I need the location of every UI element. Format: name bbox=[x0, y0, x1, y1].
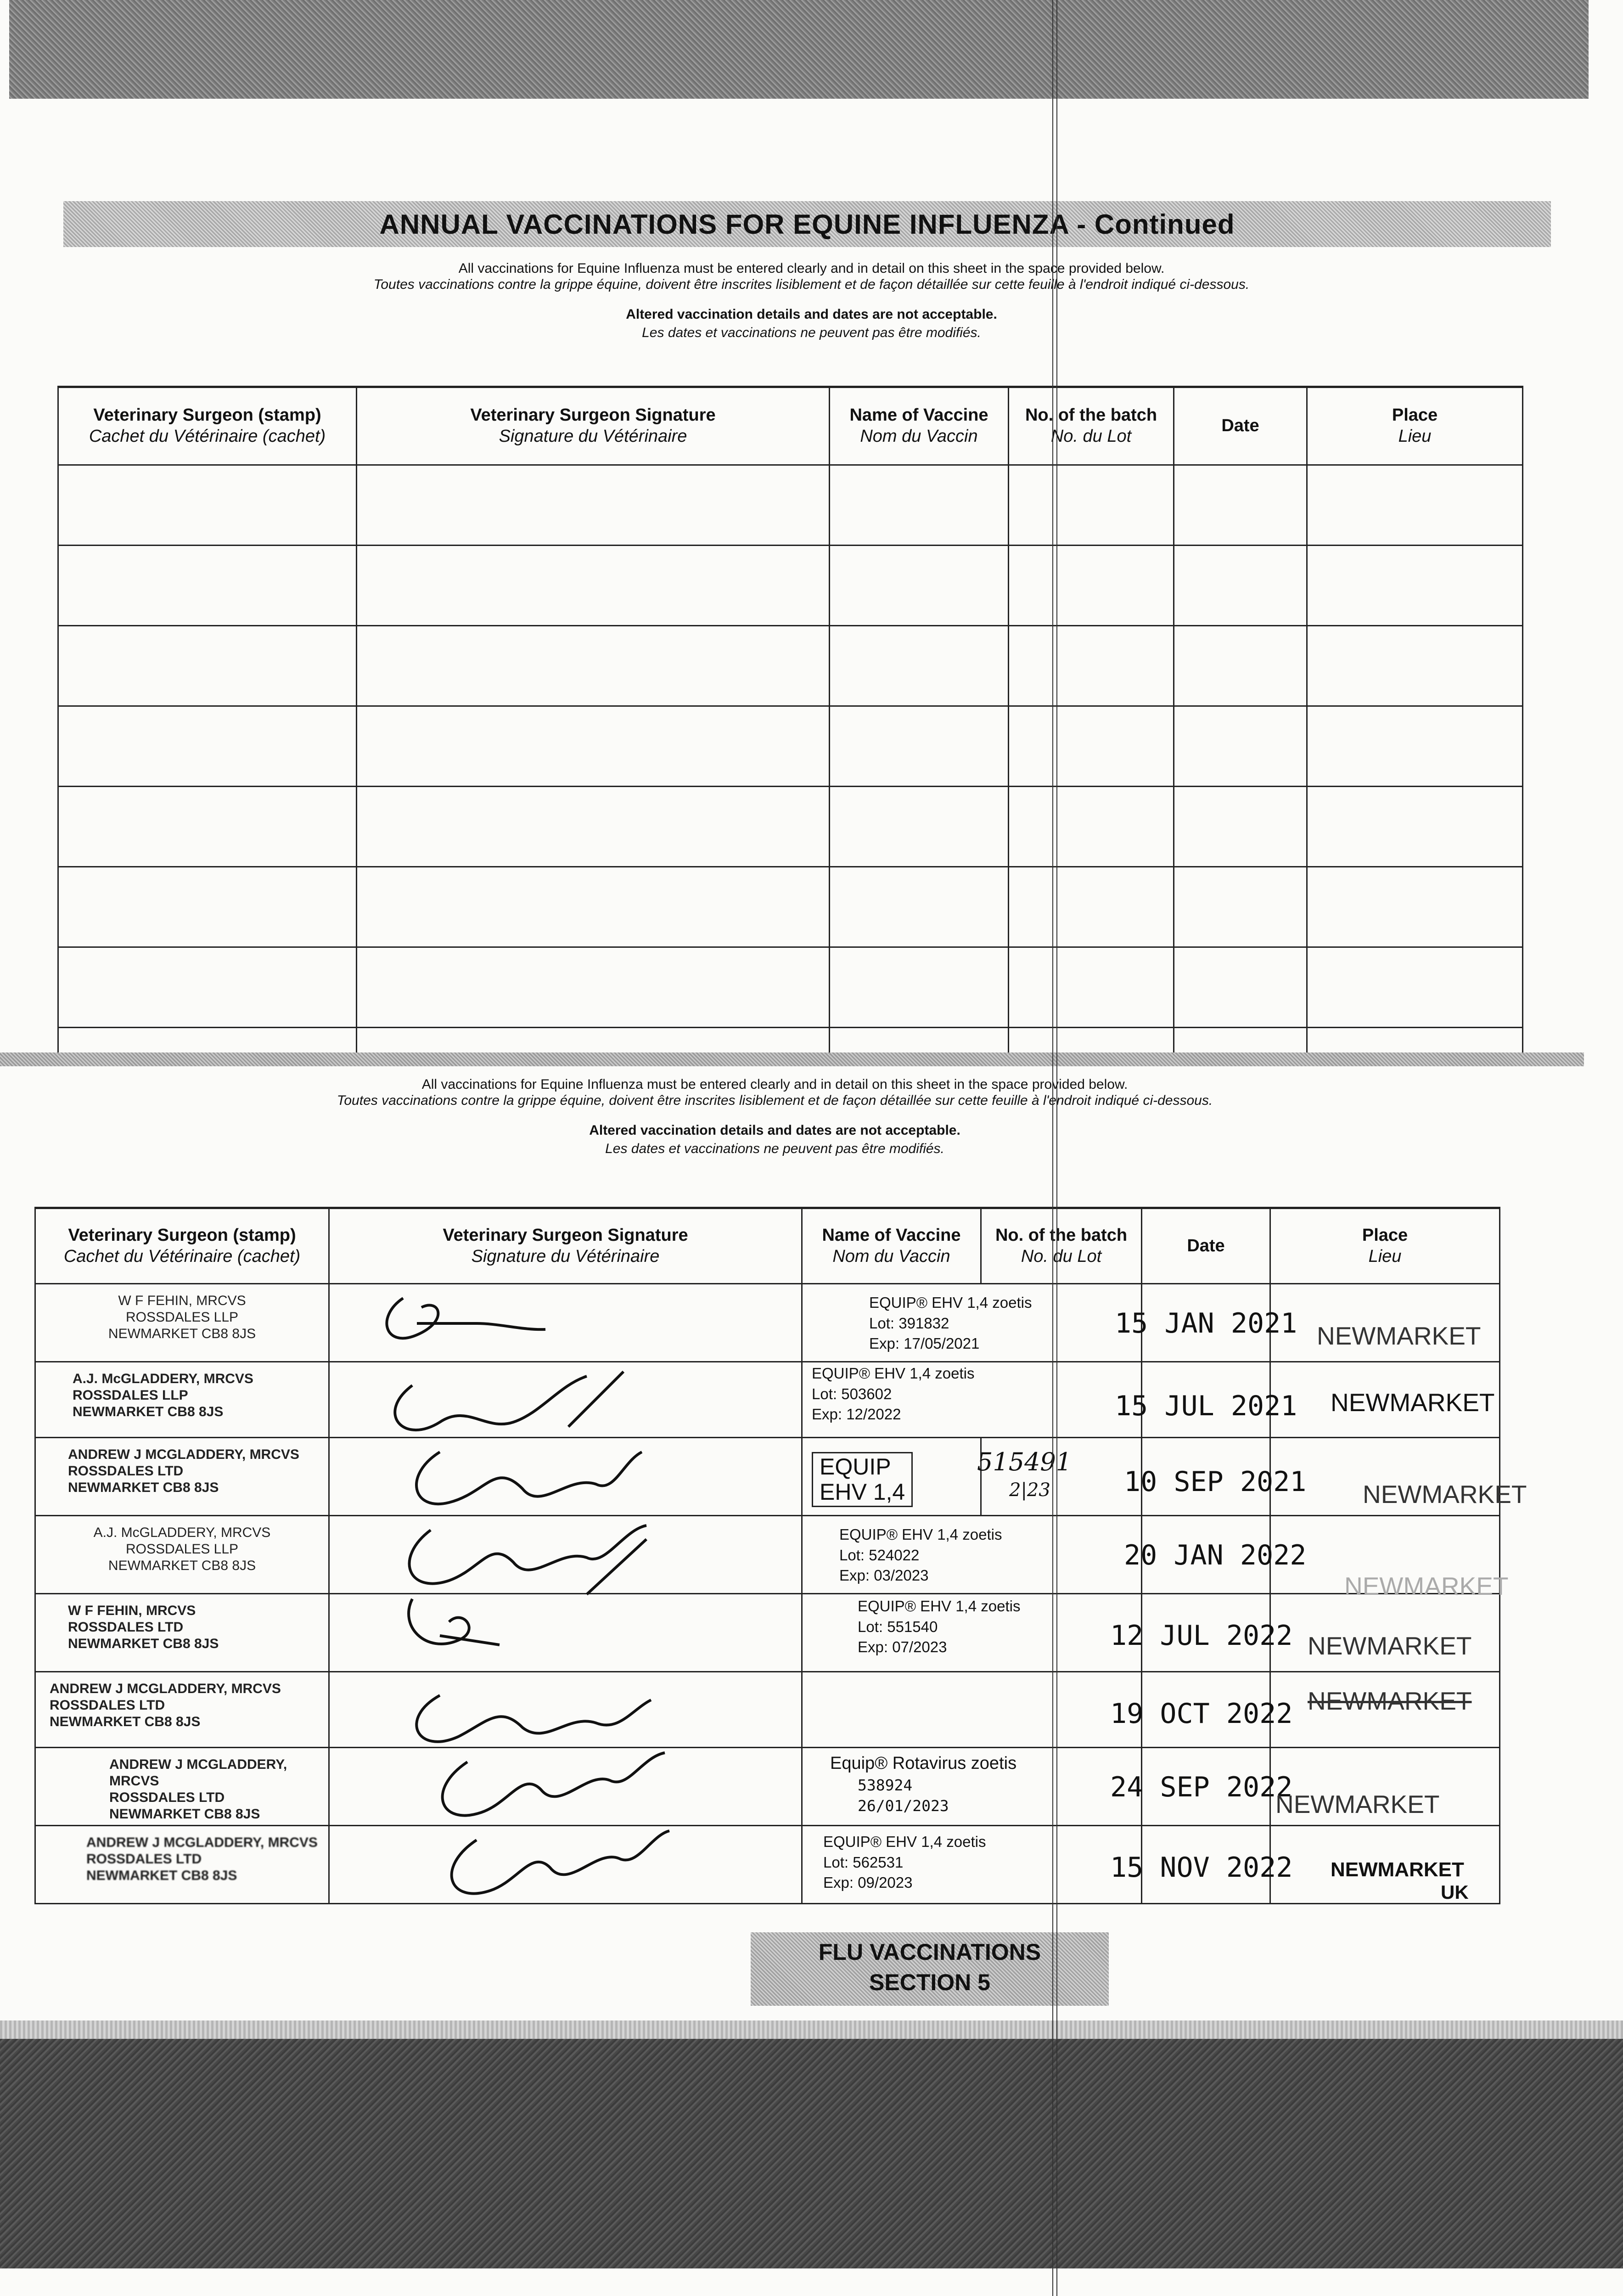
vaccination-date: 15 JUL 2021 bbox=[1142, 1362, 1270, 1438]
vet-signature bbox=[329, 1438, 802, 1516]
vaccine-label: EQUIP® EHV 1,4 zoetis Lot: 524022 Exp: 03/2023 bbox=[802, 1516, 1142, 1594]
table-row bbox=[58, 546, 1523, 626]
col-stamp-header: Veterinary Surgeon (stamp) Cachet du Vétérinaire (cachet) bbox=[58, 387, 357, 465]
vaccination-table-bottom bbox=[34, 1207, 1527, 1904]
section-tab-title: FLU VACCINATIONS bbox=[818, 1939, 1041, 1965]
vaccine-label: EQUIP® EHV 1,4 zoetis Lot: 551540 Exp: 07/2023 bbox=[802, 1594, 1142, 1672]
section-tab-number: SECTION 5 bbox=[869, 1970, 990, 1995]
table-row bbox=[35, 1826, 1500, 1904]
vet-stamp: A.J. McGLADDERY, MRCVS ROSSDALES LLP NEWMARKET CB8 8JS bbox=[35, 1362, 329, 1438]
col-stamp-header: Veterinary Surgeon (stamp) Cachet du Vétérinaire (cachet) bbox=[35, 1208, 329, 1284]
vet-signature bbox=[329, 1748, 802, 1826]
table-row bbox=[58, 947, 1523, 1028]
table-row bbox=[35, 1748, 1500, 1826]
vet-stamp: ANDREW J MCGLADDERY, MRCVS ROSSDALES LTD NEWMARKET CB8 8JS bbox=[35, 1438, 329, 1516]
altered-notice-en-2: Altered vaccination details and dates are not acceptable. bbox=[589, 1123, 960, 1138]
table-row bbox=[35, 1594, 1500, 1672]
col-vaccine-header: Name of Vaccine Nom du Vaccin bbox=[830, 387, 1009, 465]
vaccine-label: Equip® Rotavirus zoetis 538924 26/01/2023 bbox=[802, 1748, 1142, 1826]
vet-signature bbox=[329, 1362, 802, 1438]
vaccination-table-top bbox=[57, 386, 1523, 1060]
vaccination-place: NEWMARKET bbox=[1270, 1672, 1500, 1748]
scan-shadow-top bbox=[9, 0, 1589, 99]
vaccination-place: NEWMARKET bbox=[1270, 1438, 1500, 1516]
vet-signature bbox=[329, 1516, 802, 1594]
page-title bbox=[63, 201, 1551, 247]
vet-stamp: W F FEHIN, MRCVS ROSSDALES LTD NEWMARKET CB8 8JS bbox=[35, 1594, 329, 1672]
instructions-en-2: All vaccinations for Equine Influenza must be entered clearly and in detail on this sheet in the space provided below. bbox=[421, 1077, 1128, 1092]
vet-signature bbox=[329, 1594, 802, 1672]
altered-notice-fr: Les dates et vaccinations ne peuvent pas être modifiés. bbox=[642, 325, 981, 340]
place-country: UK bbox=[1441, 1881, 1469, 1903]
col-vaccine-header: Name of Vaccine Nom du Vaccin bbox=[802, 1208, 981, 1284]
vaccination-date: 15 NOV 2022 bbox=[1142, 1826, 1270, 1904]
vet-signature bbox=[329, 1284, 802, 1362]
col-place-header: Place Lieu bbox=[1270, 1208, 1500, 1284]
instructions-en: All vaccinations for Equine Influenza must be entered clearly and in detail on this sheet in the space provided below. bbox=[458, 261, 1165, 276]
col-place-header: Place Lieu bbox=[1307, 387, 1523, 465]
batch-number: 515491 2|23 bbox=[981, 1438, 1142, 1516]
col-signature-header: Veterinary Surgeon Signature Signature du Vétérinaire bbox=[357, 387, 830, 465]
vaccination-date: 12 JUL 2022 bbox=[1142, 1594, 1270, 1672]
vaccination-place: NEWMARKET UK bbox=[1270, 1826, 1500, 1904]
vaccine-label: EQUIP EHV 1,4 bbox=[802, 1438, 981, 1516]
vaccine-label: EQUIP® EHV 1,4 zoetis Lot: 562531 Exp: 09/2023 bbox=[802, 1826, 1142, 1904]
col-date-header: Date bbox=[1142, 1208, 1270, 1284]
instructions-fr-2: Toutes vaccinations contre la grippe équine, doivent être inscrites lisiblement et de façon détaillée sur cette feuille à l'endroit indiqué ci-dessous. bbox=[337, 1093, 1213, 1108]
table-row bbox=[35, 1284, 1500, 1362]
vet-signature bbox=[329, 1672, 802, 1748]
table-row bbox=[58, 867, 1523, 947]
vaccination-date: 10 SEP 2021 bbox=[1142, 1438, 1270, 1516]
vaccine-label: EQUIP® EHV 1,4 zoetis Lot: 503602 Exp: 12/2022 bbox=[802, 1362, 1142, 1438]
table-row bbox=[58, 706, 1523, 787]
vaccination-place: NEWMARKET bbox=[1270, 1362, 1500, 1438]
altered-notice-en: Altered vaccination details and dates are not acceptable. bbox=[626, 307, 997, 322]
vaccination-place: NEWMARKET bbox=[1270, 1748, 1500, 1826]
vaccine-label bbox=[802, 1672, 1142, 1748]
vaccination-date: 20 JAN 2022 bbox=[1142, 1516, 1270, 1594]
vaccination-date: 19 OCT 2022 bbox=[1142, 1672, 1270, 1748]
table-row bbox=[35, 1438, 1500, 1516]
vaccination-place: NEWMARKET bbox=[1270, 1516, 1500, 1594]
table-row bbox=[58, 626, 1523, 706]
vet-signature bbox=[329, 1826, 802, 1904]
fold-line bbox=[1052, 0, 1057, 2296]
scan-shadow-bottom bbox=[0, 2039, 1623, 2268]
vaccination-place: NEWMARKET bbox=[1270, 1594, 1500, 1672]
table-row bbox=[35, 1516, 1500, 1594]
vaccination-date: 15 JAN 2021 bbox=[1142, 1284, 1270, 1362]
col-batch-header: No. of the batch No. du Lot bbox=[1009, 387, 1174, 465]
handwritten-signature bbox=[348, 1822, 715, 1913]
vet-stamp: ANDREW J MCGLADDERY, MRCVS ROSSDALES LTD NEWMARKET CB8 8JS bbox=[35, 1672, 329, 1748]
scan-shadow-middle bbox=[0, 1052, 1584, 1066]
table-row bbox=[35, 1362, 1500, 1438]
vet-stamp: ANDREW J MCGLADDERY, MRCVS ROSSDALES LTD NEWMARKET CB8 8JS bbox=[35, 1826, 329, 1904]
page-title-text: ANNUAL VACCINATIONS FOR EQUINE INFLUENZA - Continued bbox=[379, 208, 1235, 240]
scan-edge-strip bbox=[0, 2020, 1623, 2039]
vet-stamp: A.J. McGLADDERY, MRCVS ROSSDALES LLP NEWMARKET CB8 8JS bbox=[35, 1516, 329, 1594]
vaccination-place: NEWMARKET bbox=[1270, 1284, 1500, 1362]
table-row bbox=[58, 465, 1523, 546]
vaccine-label: EQUIP® EHV 1,4 zoetis Lot: 391832 Exp: 17/05/2021 bbox=[802, 1284, 1142, 1362]
vet-stamp: ANDREW J MCGLADDERY, MRCVS ROSSDALES LTD NEWMARKET CB8 8JS bbox=[35, 1748, 329, 1826]
vaccination-date: 24 SEP 2022 bbox=[1142, 1748, 1270, 1826]
col-date-header: Date bbox=[1174, 387, 1307, 465]
instructions-fr: Toutes vaccinations contre la grippe équine, doivent être inscrites lisiblement et de façon détaillée sur cette feuille à l'endroit indiqué ci-dessous. bbox=[373, 277, 1250, 292]
col-signature-header: Veterinary Surgeon Signature Signature du Vétérinaire bbox=[329, 1208, 802, 1284]
col-batch-header: No. of the batch No. du Lot bbox=[981, 1208, 1142, 1284]
vet-stamp: W F FEHIN, MRCVS ROSSDALES LLP NEWMARKET CB8 8JS bbox=[35, 1284, 329, 1362]
table-row bbox=[35, 1672, 1500, 1748]
handwritten-signature bbox=[348, 1280, 669, 1367]
altered-notice-fr-2: Les dates et vaccinations ne peuvent pas être modifiés. bbox=[605, 1141, 944, 1156]
table-row bbox=[58, 787, 1523, 867]
